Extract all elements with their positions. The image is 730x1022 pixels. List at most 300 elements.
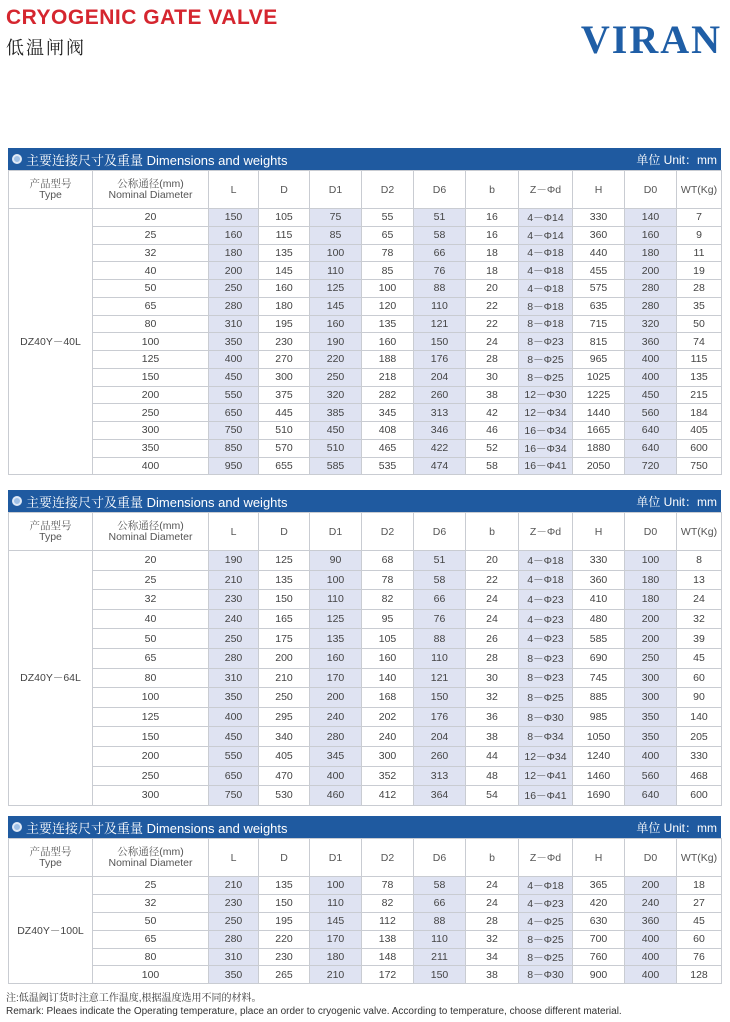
table-row (9, 439, 722, 457)
value-cell-d1: 125 (310, 280, 362, 298)
value-cell-b: 20 (466, 551, 519, 571)
nominal-diameter-cell: 20 (93, 551, 209, 571)
value-cell-d0: 720 (625, 457, 677, 475)
value-cell-d: 135 (259, 244, 310, 262)
table-row (9, 422, 722, 440)
value-cell-z: 4－Φ18 (519, 262, 573, 280)
table-row (9, 297, 722, 315)
nominal-diameter-cell: 25 (93, 877, 209, 895)
table-row (9, 727, 722, 747)
value-cell-d1: 585 (310, 457, 362, 475)
value-cell-z: 12－Φ41 (519, 766, 573, 786)
value-cell-b: 18 (466, 244, 519, 262)
value-cell-d0: 200 (625, 609, 677, 629)
value-cell-d2: 140 (362, 668, 414, 688)
value-cell-z: 4－Φ18 (519, 570, 573, 590)
header-type (9, 171, 93, 209)
header-b: b (466, 839, 519, 877)
value-cell-d2: 188 (362, 351, 414, 369)
value-cell-b: 48 (466, 766, 519, 786)
nominal-diameter-cell: 125 (93, 707, 209, 727)
value-cell-d: 195 (259, 315, 310, 333)
value-cell-b: 32 (466, 930, 519, 948)
value-cell-d6: 364 (414, 786, 466, 806)
value-cell-d: 180 (259, 297, 310, 315)
value-cell-d: 135 (259, 877, 310, 895)
nominal-diameter-cell: 65 (93, 297, 209, 315)
value-cell-d2: 65 (362, 226, 414, 244)
value-cell-z: 8－Φ25 (519, 948, 573, 966)
value-cell-d: 655 (259, 457, 310, 475)
value-cell-l: 200 (209, 262, 259, 280)
value-cell-d2: 352 (362, 766, 414, 786)
value-cell-d: 175 (259, 629, 310, 649)
value-cell-b: 38 (466, 386, 519, 404)
value-cell-z: 8－Φ25 (519, 688, 573, 708)
value-cell-z: 4－Φ18 (519, 244, 573, 262)
value-cell-d1: 100 (310, 244, 362, 262)
value-cell-d6: 150 (414, 688, 466, 708)
value-cell-d2: 78 (362, 570, 414, 590)
section-title-text: 主要连接尺寸及重量 Dimensions and weights (26, 820, 288, 836)
nominal-diameter-cell: 100 (93, 966, 209, 984)
value-cell-h: 1690 (573, 786, 625, 806)
value-cell-d: 145 (259, 262, 310, 280)
value-cell-d1: 200 (310, 688, 362, 708)
value-cell-z: 8－Φ18 (519, 315, 573, 333)
value-cell-d1: 240 (310, 707, 362, 727)
value-cell-l: 230 (209, 590, 259, 610)
unit-label: 单位 Unit：mm (636, 820, 717, 835)
value-cell-d: 135 (259, 570, 310, 590)
bullet-circle-icon (12, 822, 22, 832)
header-d2: D2 (362, 513, 414, 551)
header-d1: D1 (310, 513, 362, 551)
value-cell-d0: 180 (625, 590, 677, 610)
header-l: L (209, 513, 259, 551)
value-cell-d: 375 (259, 386, 310, 404)
value-cell-d6: 474 (414, 457, 466, 475)
value-cell-l: 210 (209, 570, 259, 590)
table-row (9, 226, 722, 244)
value-cell-d1: 110 (310, 894, 362, 912)
value-cell-b: 24 (466, 894, 519, 912)
value-cell-b: 24 (466, 590, 519, 610)
bullet-circle-icon (12, 496, 22, 506)
value-cell-wt: 19 (677, 262, 722, 280)
value-cell-b: 22 (466, 570, 519, 590)
value-cell-z: 4－Φ23 (519, 590, 573, 610)
value-cell-d2: 78 (362, 244, 414, 262)
value-cell-d: 200 (259, 648, 310, 668)
value-cell-wt: 60 (677, 930, 722, 948)
value-cell-h: 1050 (573, 727, 625, 747)
value-cell-d2: 105 (362, 629, 414, 649)
value-cell-z: 8－Φ23 (519, 668, 573, 688)
value-cell-h: 1025 (573, 368, 625, 386)
value-cell-d1: 250 (310, 368, 362, 386)
value-cell-wt: 600 (677, 439, 722, 457)
value-cell-d: 570 (259, 439, 310, 457)
value-cell-l: 950 (209, 457, 259, 475)
header-type-en: Type (39, 856, 62, 869)
value-cell-d0: 160 (625, 226, 677, 244)
nominal-diameter-cell: 80 (93, 315, 209, 333)
header-d6: D6 (414, 839, 466, 877)
value-cell-d6: 346 (414, 422, 466, 440)
header-b: b (466, 171, 519, 209)
value-cell-d2: 78 (362, 877, 414, 895)
table-row (9, 707, 722, 727)
value-cell-d0: 560 (625, 766, 677, 786)
value-cell-wt: 215 (677, 386, 722, 404)
page-subtitle: 低温闸阀 (6, 38, 86, 59)
remark-cn: 注:低温阀订货时注意工作温度,根据温度选用不同的材料。 (6, 993, 262, 1004)
value-cell-d: 230 (259, 948, 310, 966)
value-cell-d6: 66 (414, 894, 466, 912)
value-cell-h: 1225 (573, 386, 625, 404)
nominal-diameter-cell: 250 (93, 404, 209, 422)
value-cell-d6: 150 (414, 333, 466, 351)
value-cell-d1: 145 (310, 297, 362, 315)
value-cell-l: 230 (209, 894, 259, 912)
value-cell-wt: 45 (677, 648, 722, 668)
nominal-diameter-cell: 200 (93, 746, 209, 766)
table-row (9, 244, 722, 262)
value-cell-d2: 138 (362, 930, 414, 948)
value-cell-d6: 260 (414, 746, 466, 766)
value-cell-d6: 110 (414, 648, 466, 668)
value-cell-h: 885 (573, 688, 625, 708)
value-cell-z: 4－Φ18 (519, 280, 573, 298)
value-cell-d6: 88 (414, 280, 466, 298)
value-cell-d6: 76 (414, 262, 466, 280)
value-cell-wt: 28 (677, 280, 722, 298)
nominal-diameter-cell: 40 (93, 609, 209, 629)
value-cell-d: 530 (259, 786, 310, 806)
value-cell-d0: 640 (625, 439, 677, 457)
header-d0: D0 (625, 171, 677, 209)
bullet-circle-icon (12, 154, 22, 164)
value-cell-l: 750 (209, 786, 259, 806)
value-cell-d: 470 (259, 766, 310, 786)
value-cell-l: 310 (209, 948, 259, 966)
value-cell-z: 8－Φ23 (519, 333, 573, 351)
header-nominal-diameter (93, 839, 209, 877)
value-cell-z: 12－Φ34 (519, 404, 573, 422)
nominal-diameter-cell: 65 (93, 648, 209, 668)
value-cell-z: 16－Φ34 (519, 422, 573, 440)
section-title-bar (8, 490, 721, 512)
value-cell-d1: 220 (310, 351, 362, 369)
value-cell-z: 12－Φ30 (519, 386, 573, 404)
value-cell-h: 360 (573, 570, 625, 590)
header-dn-en: Nominal Diameter (108, 856, 193, 869)
nominal-diameter-cell: 350 (93, 439, 209, 457)
value-cell-d1: 100 (310, 877, 362, 895)
value-cell-d2: 412 (362, 786, 414, 806)
table-row (9, 457, 722, 475)
value-cell-d: 270 (259, 351, 310, 369)
value-cell-d0: 400 (625, 930, 677, 948)
value-cell-d6: 88 (414, 629, 466, 649)
value-cell-d6: 176 (414, 351, 466, 369)
value-cell-d1: 110 (310, 590, 362, 610)
value-cell-d2: 82 (362, 894, 414, 912)
table-row (9, 333, 722, 351)
value-cell-d0: 200 (625, 629, 677, 649)
value-cell-h: 630 (573, 912, 625, 930)
value-cell-z: 8－Φ34 (519, 727, 573, 747)
value-cell-l: 180 (209, 244, 259, 262)
header-h: H (573, 839, 625, 877)
header-d0: D0 (625, 839, 677, 877)
header-dn-cn: 公称通径(mm) (117, 177, 184, 190)
value-cell-d6: 150 (414, 966, 466, 984)
header-z: Z－Φd (519, 513, 573, 551)
value-cell-b: 28 (466, 351, 519, 369)
header-l: L (209, 171, 259, 209)
section-title-bar (8, 816, 721, 838)
value-cell-b: 18 (466, 262, 519, 280)
value-cell-h: 965 (573, 351, 625, 369)
value-cell-wt: 140 (677, 707, 722, 727)
value-cell-d0: 280 (625, 280, 677, 298)
value-cell-d0: 360 (625, 333, 677, 351)
value-cell-z: 4－Φ25 (519, 912, 573, 930)
header-z: Z－Φd (519, 839, 573, 877)
value-cell-wt: 45 (677, 912, 722, 930)
value-cell-wt: 50 (677, 315, 722, 333)
value-cell-z: 8－Φ25 (519, 368, 573, 386)
value-cell-d6: 313 (414, 404, 466, 422)
value-cell-wt: 35 (677, 297, 722, 315)
value-cell-b: 28 (466, 912, 519, 930)
value-cell-d1: 135 (310, 629, 362, 649)
value-cell-d1: 85 (310, 226, 362, 244)
viran-logo: VIRAN (580, 17, 722, 62)
value-cell-d2: 68 (362, 551, 414, 571)
value-cell-wt: 39 (677, 629, 722, 649)
table-row (9, 280, 722, 298)
value-cell-d1: 280 (310, 727, 362, 747)
header-d6: D6 (414, 513, 466, 551)
value-cell-h: 330 (573, 551, 625, 571)
value-cell-d1: 320 (310, 386, 362, 404)
value-cell-b: 30 (466, 368, 519, 386)
value-cell-d2: 135 (362, 315, 414, 333)
section-title (12, 492, 288, 511)
table-row (9, 209, 722, 227)
table-row (9, 351, 722, 369)
value-cell-b: 24 (466, 877, 519, 895)
value-cell-b: 16 (466, 209, 519, 227)
value-cell-d6: 176 (414, 707, 466, 727)
value-cell-d2: 148 (362, 948, 414, 966)
value-cell-h: 1240 (573, 746, 625, 766)
value-cell-d6: 58 (414, 570, 466, 590)
value-cell-z: 4－Φ23 (519, 609, 573, 629)
value-cell-d1: 160 (310, 648, 362, 668)
value-cell-d0: 640 (625, 786, 677, 806)
value-cell-l: 250 (209, 912, 259, 930)
header-type-en: Type (39, 188, 62, 201)
value-cell-h: 760 (573, 948, 625, 966)
header-dn-en: Nominal Diameter (108, 188, 193, 201)
value-cell-h: 440 (573, 244, 625, 262)
value-cell-wt: 135 (677, 368, 722, 386)
table-row (9, 590, 722, 610)
value-cell-d: 300 (259, 368, 310, 386)
value-cell-d2: 112 (362, 912, 414, 930)
nominal-diameter-cell: 20 (93, 209, 209, 227)
nominal-diameter-cell: 400 (93, 457, 209, 475)
value-cell-h: 455 (573, 262, 625, 280)
value-cell-d1: 190 (310, 333, 362, 351)
value-cell-wt: 184 (677, 404, 722, 422)
value-cell-l: 400 (209, 707, 259, 727)
value-cell-h: 745 (573, 668, 625, 688)
value-cell-wt: 18 (677, 877, 722, 895)
dimensions-table (8, 512, 722, 806)
header-d6: D6 (414, 171, 466, 209)
section-title-bar (8, 148, 721, 170)
table-row (9, 688, 722, 708)
nominal-diameter-cell: 32 (93, 894, 209, 912)
value-cell-b: 38 (466, 727, 519, 747)
value-cell-d1: 75 (310, 209, 362, 227)
type-cell: DZ40Y－100L (9, 877, 93, 984)
value-cell-d2: 82 (362, 590, 414, 610)
table-row (9, 766, 722, 786)
table-row (9, 315, 722, 333)
value-cell-d: 220 (259, 930, 310, 948)
value-cell-d0: 360 (625, 912, 677, 930)
nominal-diameter-cell: 80 (93, 948, 209, 966)
nominal-diameter-cell: 100 (93, 333, 209, 351)
remark (6, 992, 622, 1018)
value-cell-d6: 260 (414, 386, 466, 404)
header-d: D (259, 171, 310, 209)
value-cell-d0: 300 (625, 688, 677, 708)
value-cell-d1: 460 (310, 786, 362, 806)
header-b: b (466, 513, 519, 551)
value-cell-d: 125 (259, 551, 310, 571)
value-cell-b: 38 (466, 966, 519, 984)
value-cell-wt: 7 (677, 209, 722, 227)
value-cell-l: 550 (209, 746, 259, 766)
value-cell-l: 650 (209, 404, 259, 422)
value-cell-wt: 405 (677, 422, 722, 440)
section-title (12, 150, 288, 169)
value-cell-d1: 180 (310, 948, 362, 966)
header-type-cn: 产品型号 (29, 519, 72, 532)
nominal-diameter-cell: 32 (93, 244, 209, 262)
page-title: CRYOGENIC GATE VALVE (6, 6, 278, 29)
dimensions-table (8, 838, 722, 984)
value-cell-d1: 90 (310, 551, 362, 571)
value-cell-h: 1460 (573, 766, 625, 786)
value-cell-h: 360 (573, 226, 625, 244)
nominal-diameter-cell: 300 (93, 786, 209, 806)
value-cell-l: 210 (209, 877, 259, 895)
section-title-text: 主要连接尺寸及重量 Dimensions and weights (26, 494, 288, 510)
table-row (9, 948, 722, 966)
nominal-diameter-cell: 40 (93, 262, 209, 280)
value-cell-wt: 8 (677, 551, 722, 571)
value-cell-wt: 90 (677, 688, 722, 708)
value-cell-d0: 250 (625, 648, 677, 668)
value-cell-d6: 51 (414, 209, 466, 227)
value-cell-l: 400 (209, 351, 259, 369)
value-cell-d1: 110 (310, 262, 362, 280)
value-cell-d0: 400 (625, 948, 677, 966)
table-row (9, 668, 722, 688)
value-cell-z: 4－Φ14 (519, 226, 573, 244)
value-cell-d: 230 (259, 333, 310, 351)
nominal-diameter-cell: 100 (93, 688, 209, 708)
value-cell-l: 550 (209, 386, 259, 404)
value-cell-l: 310 (209, 315, 259, 333)
value-cell-d0: 200 (625, 262, 677, 280)
header-type-en: Type (39, 530, 62, 543)
nominal-diameter-cell: 50 (93, 280, 209, 298)
nominal-diameter-cell: 32 (93, 590, 209, 610)
value-cell-d6: 66 (414, 244, 466, 262)
value-cell-z: 8－Φ25 (519, 351, 573, 369)
value-cell-d: 115 (259, 226, 310, 244)
value-cell-z: 12－Φ34 (519, 746, 573, 766)
nominal-diameter-cell: 80 (93, 668, 209, 688)
table-row (9, 629, 722, 649)
value-cell-wt: 205 (677, 727, 722, 747)
value-cell-d2: 218 (362, 368, 414, 386)
value-cell-d1: 160 (310, 315, 362, 333)
value-cell-d6: 66 (414, 590, 466, 610)
value-cell-wt: 13 (677, 570, 722, 590)
header-d0: D0 (625, 513, 677, 551)
value-cell-d6: 422 (414, 439, 466, 457)
header-d1: D1 (310, 839, 362, 877)
value-cell-h: 575 (573, 280, 625, 298)
value-cell-wt: 9 (677, 226, 722, 244)
value-cell-d0: 350 (625, 727, 677, 747)
table-row (9, 262, 722, 280)
table-row (9, 648, 722, 668)
dimensions-section (8, 816, 721, 984)
section-title-text: 主要连接尺寸及重量 Dimensions and weights (26, 152, 288, 168)
value-cell-d: 445 (259, 404, 310, 422)
value-cell-b: 30 (466, 668, 519, 688)
value-cell-h: 1665 (573, 422, 625, 440)
value-cell-d2: 300 (362, 746, 414, 766)
value-cell-h: 1440 (573, 404, 625, 422)
value-cell-h: 330 (573, 209, 625, 227)
value-cell-d1: 170 (310, 668, 362, 688)
value-cell-b: 58 (466, 457, 519, 475)
value-cell-d0: 240 (625, 894, 677, 912)
value-cell-d2: 172 (362, 966, 414, 984)
value-cell-l: 350 (209, 688, 259, 708)
header-d2: D2 (362, 171, 414, 209)
table-header-row (9, 839, 722, 877)
value-cell-d0: 450 (625, 386, 677, 404)
table-row (9, 786, 722, 806)
value-cell-l: 250 (209, 280, 259, 298)
table-row (9, 930, 722, 948)
value-cell-b: 44 (466, 746, 519, 766)
value-cell-d0: 180 (625, 570, 677, 590)
